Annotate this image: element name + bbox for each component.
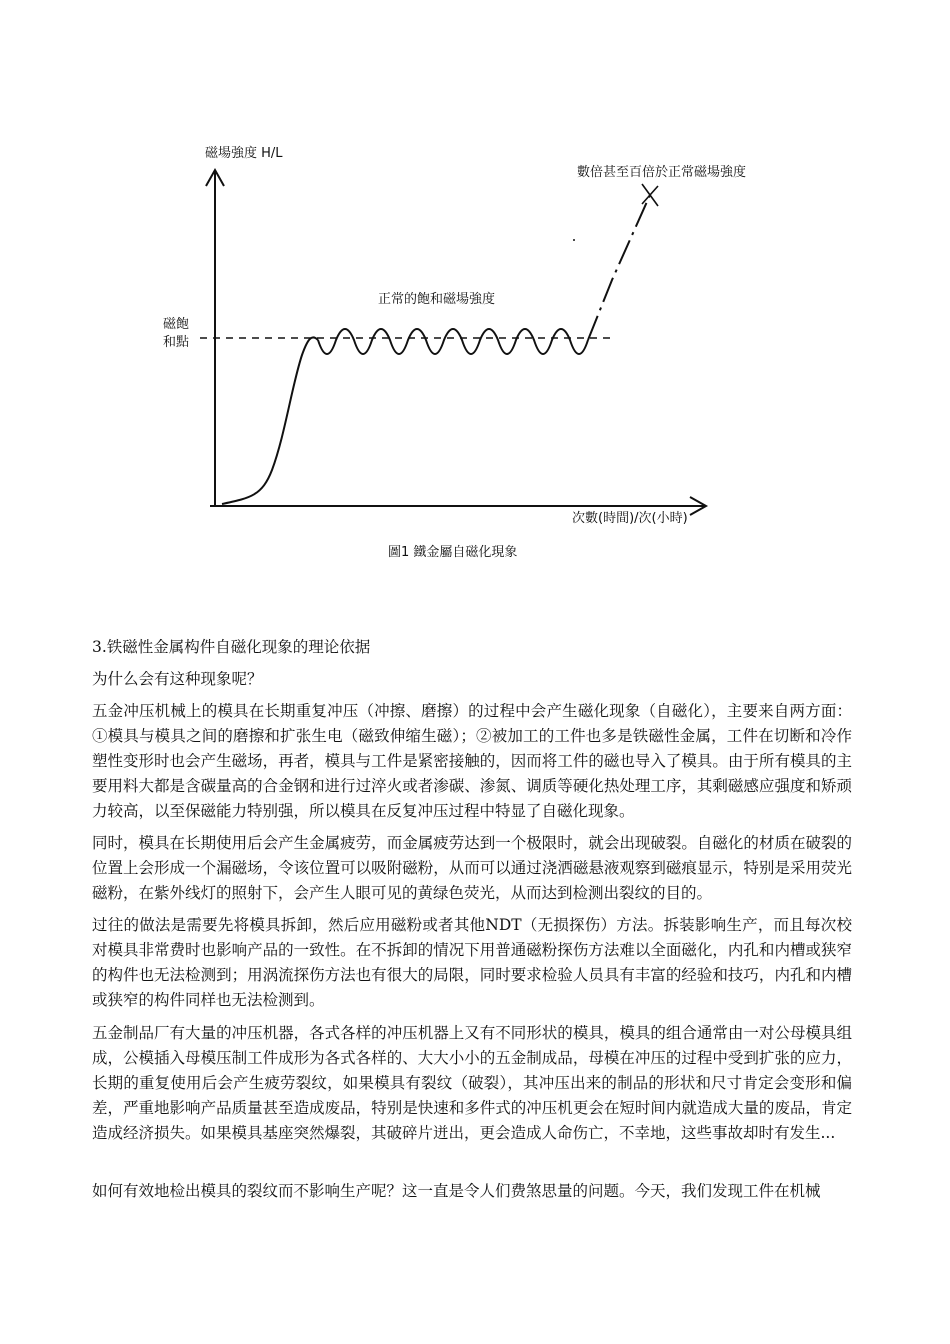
saturation-label-line1: 磁飽 (163, 317, 190, 332)
paragraph-1: 五金冲压机械上的模具在长期重复冲压（冲擦、磨擦）的过程中会产生磁化现象（自磁化），主要来自两方面：①模具与模具之间的磨擦和扩张生电（磁致伸缩生磁）；②被加工的工件也多是铁磁性金属，工件在切断和冷作塑性变形时也会产生磁场，再者，模具与工件是紧密接触的，因而将工件的磁也导入了模具。由于所有模具的主要用料大都是含碳量高的合金钢和进行过淬火或者渗碳、渗氮、调质等硬化热处理工序，其剩磁感应强度和矫顽力较高，以至保磁能力特别强，所以模具在反复冲压过程中特显了自磁化现象。 (92, 702, 852, 820)
paragraph-4: 五金制品厂有大量的冲压机器，各式各样的冲压机器上又有不同形状的模具，模具的组合通常由一对公母模具组成，公模插入母模压制工件成形为各式各样的、大大小小的五金制成品，母模在冲压的过程中受到扩张的应力，长期的重复使用后会产生疲劳裂纹，如果模具有裂纹（破裂），其冲压出来的制品的形状和尺寸肯定会变形和偏差，严重地影响产品质量甚至造成废品，特别是快速和多件式的冲压机更会在短时间内就造成大量的废品，肯定造成经济损失。如果模具基座突然爆裂，其破碎片迸出，更会造成人命伤亡，不幸地，这些事故却时有发生... (92, 1024, 852, 1142)
self-magnetization-figure (0, 0, 950, 600)
paragraph-2: 同时，模具在长期使用后会产生金属疲劳，而金属疲劳达到一个极限时，就会出现破裂。自磁化的材质在破裂的位置上会形成一个漏磁场，令该位置可以吸附磁粉，从而可以通过浇洒磁悬液观察到磁痕显示，特别是采用荧光磁粉，在紫外线灯的照射下，会产生人眼可见的黄绿色荧光，从而达到检测出裂纹的目的。 (92, 834, 852, 902)
peak-annotation: 數倍甚至百倍於正常磁場強度 (577, 165, 747, 180)
oscillation-curve (318, 329, 588, 354)
paragraph-5: 如何有效地检出模具的裂纹而不影响生产呢？这一直是令人们费煞思量的问题。今天，我们发现工件在机械 (92, 1182, 821, 1200)
peak-mark-cross (642, 186, 658, 204)
normal-curve-label: 正常的飽和磁場強度 (378, 292, 496, 307)
y-axis-label: 磁場強度 H/L (205, 146, 283, 161)
figure-caption: 圖1 鐵金屬自磁化現象 (388, 545, 518, 560)
x-axis-label: 次數(時間)/次(小時) (572, 511, 688, 526)
paragraph-3: 过往的做法是需要先将模具拆卸，然后应用磁粉或者其他NDT（无损探伤）方法。拆装影响生产，而且每次校对模具非常费时也影响产品的一致性。在不拆卸的情况下用普通磁粉探伤方法难以全面磁化，内孔和内槽或狭窄的构件也无法检测到；用涡流探伤方法也有很大的局限，同时要求检验人员具有丰富的经验和技巧，内孔和内槽或狭窄的构件同样也无法检测到。 (92, 916, 852, 1009)
section-question: 为什么会有这种现象呢？ (92, 670, 263, 688)
section-heading: 3.铁磁性金属构件自磁化现象的理论依据 (92, 638, 371, 656)
abnormal-rise-line (588, 195, 650, 340)
magnetization-rise-curve (222, 337, 318, 504)
stray-dot (573, 239, 575, 241)
saturation-label-line2: 和點 (163, 335, 190, 350)
